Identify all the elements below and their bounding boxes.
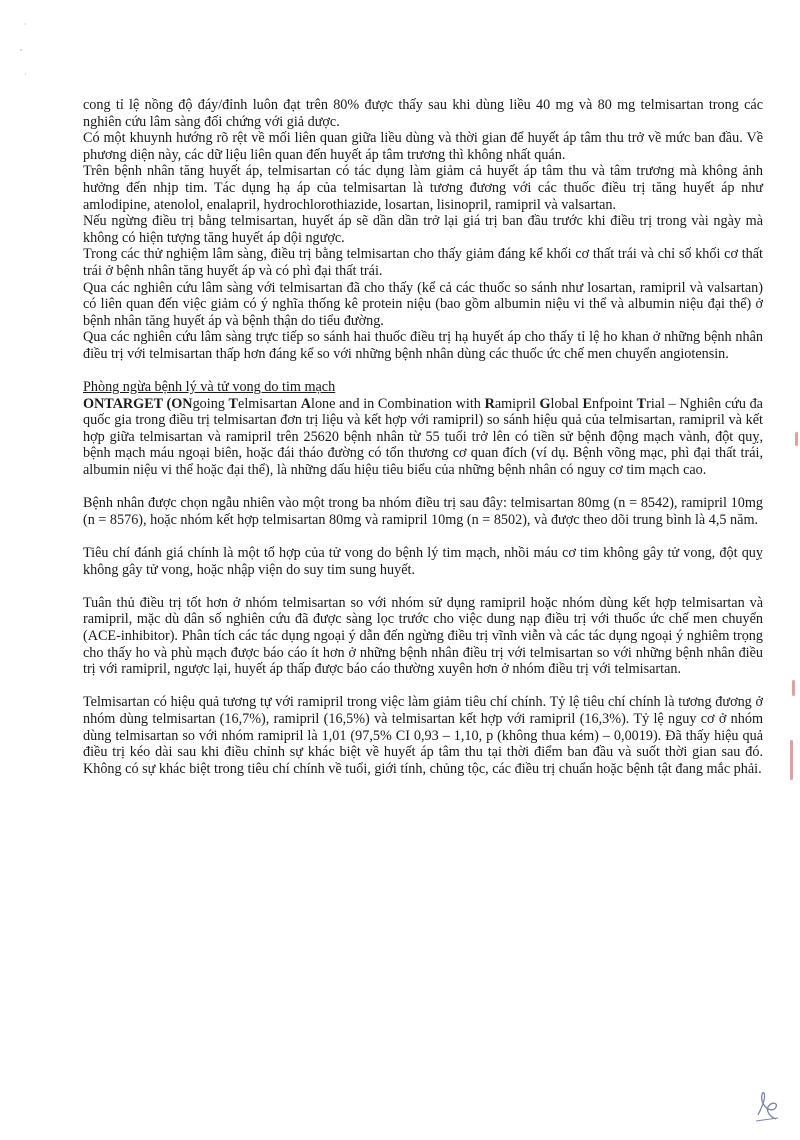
ontarget-paragraph — [83, 396, 763, 479]
bold-text: E — [582, 395, 592, 412]
paragraph: cong tỉ lệ nồng độ đáy/đỉnh luôn đạt trên 80% được thấy sau khi dùng liều 40 mg và 80 mg telmisartan trong các nghiên cứu lâm sàng đối chứng với giả dược. — [83, 97, 763, 130]
signature-icon — [752, 1085, 782, 1125]
text: going — [192, 395, 229, 412]
paragraph: Telmisartan có hiệu quả tương tự với ramipril trong việc làm giảm tiêu chí chính. Tỷ lệ tiêu chí chính là tương đương ở nhóm dùng telmisartan (16,7%), ramipril (16,5%) và telmisartan kết hợp với ramipril (16,3%). Tỷ lệ nguy cơ ở nhóm dùng telmisartan so với nhóm ramipril là 1,01 (97,5% CI 0,93 – 1,10, p (không thua kém) – 0,0019). Đã thấy hiệu quả điều trị kéo dài sau khi điều chỉnh sự khác biệt về huyết áp tâm thu tại thời điểm ban đầu và suốt thời gian sau đó. Không có sự khác biệt trong tiêu chí chính về tuổi, giới tính, chủng tộc, các điều trị chuẩn hoặc bệnh tật đang mắc phải. — [83, 694, 763, 777]
text: elmisartan — [238, 395, 301, 412]
bold-text: ONTARGET (ON — [83, 395, 193, 412]
section-heading: Phòng ngừa bệnh lý và tử vong do tim mạch — [83, 379, 336, 396]
edge-stamp-bleed — [790, 740, 793, 780]
paragraph: Tiêu chí đánh giá chính là một tổ hợp của tử vong do bệnh lý tim mạch, nhồi máu cơ tim không gây tử vong, đột quỵ không gây tử vong, hoặc nhập viện do suy tim sung huyết. — [83, 545, 763, 578]
bold-text: G — [539, 395, 551, 412]
document-body — [83, 97, 763, 777]
paragraph: Tuân thủ điều trị tốt hơn ở nhóm telmisartan so với nhóm sử dụng ramipril hoặc nhóm dùng kết hợp telmisartan và ramipril, mặc dù dân số nghiên cứu đã được sàng lọc trước cho việc dung nạp điều trị với thuốc ức chế men chuyển (ACE-inhibitor). Phân tích các tác dụng ngoại ý dẫn đến ngừng điều trị vĩnh viễn và các tác dụng ngoại ý nghiêm trọng cho thấy ho và phù mạch được báo cáo ít hơn ở những bệnh nhân điều trị với telmisartan so với những bệnh nhân điều trị với ramipril, ngược lại, huyết áp thấp được báo cáo thường xuyên hơn ở nhóm điều trị với telmisartan. — [83, 594, 763, 678]
paragraph: Qua các nghiên cứu lâm sàng với telmisartan đã cho thấy (kể cả các thuốc so sánh như losartan, ramipril và valsartan) có liên quan đến việc giảm có ý nghĩa thống kê protein niệu (bao gồm albumin niệu vi thể và albumin niệu đại thể) ở bệnh nhân tăng huyết áp và bệnh thận do tiểu đường. — [83, 279, 763, 329]
scan-mark: · — [24, 20, 27, 29]
scan-mark: ' — [20, 48, 23, 57]
bold-text: A — [300, 395, 312, 412]
text: lobal — [550, 395, 583, 412]
bold-text: T — [228, 395, 239, 412]
paragraph: Trên bệnh nhân tăng huyết áp, telmisartan có tác dụng làm giảm cả huyết áp tâm thu và tâm trương mà không ảnh hưởng đến nhịp tim. Tác dụng hạ áp của telmisartan là tương đương với các thuốc điều trị tăng huyết áp như amlodipine, atenolol, enalapril, hydrochlorothiazide, losartan, lisinopril, ramipril và valsartan. — [83, 163, 763, 213]
edge-stamp-bleed — [795, 432, 798, 446]
edge-stamp-bleed — [792, 680, 795, 696]
paragraph: Có một khuynh hướng rõ rệt về mối liên quan giữa liều dùng và thời gian để huyết áp tâm thu trở về mức ban đầu. Về phương diện này, các dữ liệu liên quan đến huyết áp tâm trương thì không nhất quán. — [83, 130, 763, 163]
bold-text: R — [484, 395, 495, 412]
paragraph: Qua các nghiên cứu lâm sàng trực tiếp so sánh hai thuốc điều trị hạ huyết áp cho thấy tỉ lệ ho khan ở những bệnh nhân điều trị với telmisartan thấp hơn đáng kể so với những bệnh nhân dùng các thuốc ức chế men chuyển angiotensin. — [83, 329, 763, 362]
text: nfpoint — [592, 395, 637, 412]
text: lone and in Combination with — [311, 395, 485, 412]
paragraph: Nếu ngừng điều trị bằng telmisartan, huyết áp sẽ dần dần trở lại giá trị ban đầu trước khi điều trị trong vài ngày mà không có hiện tượng tăng huyết áp dội ngược. — [83, 213, 763, 246]
text: rial – Nghiên cứu đa quốc gia trong điều trị telmisartan đơn trị liệu và kết hợp với ramipril) so sánh hiệu quả của telmisartan, ramipril và kết hợp giữa telmisartan và ramipril trên 25620 bệnh nhân từ 55 tuổi trở lên có tiền sử bệnh động mạch vành, đột quỵ, bệnh mạch máu ngoại biên, hoặc đái tháo đường có tổn thương cơ quan đích (ví dụ. Bệnh võng mạc, phì đại thất trái, albumin niệu vi thể hoặc đại thể), là những dấu hiệu tiêu biểu của những bệnh nhân có nguy cơ tim mạch cao. — [83, 395, 763, 479]
text: amipril — [494, 395, 540, 412]
scan-mark: · — [24, 70, 27, 79]
bold-text: T — [636, 395, 647, 412]
paragraph: Trong các thử nghiệm lâm sàng, điều trị bằng telmisartan cho thấy giảm đáng kể khối cơ thất trái và chỉ số khối cơ thất trái ở bệnh nhân tăng huyết áp và có phì đại thất trái. — [83, 246, 763, 279]
paragraph: Bệnh nhân được chọn ngẫu nhiên vào một trong ba nhóm điều trị sau đây: telmisartan 80mg (n = 8542), ramipril 10mg (n = 8576), hoặc nhóm kết hợp telmisartan 80mg và ramipril 10mg (n = 8502), và được theo dõi trung bình là 4,5 năm. — [83, 495, 763, 528]
